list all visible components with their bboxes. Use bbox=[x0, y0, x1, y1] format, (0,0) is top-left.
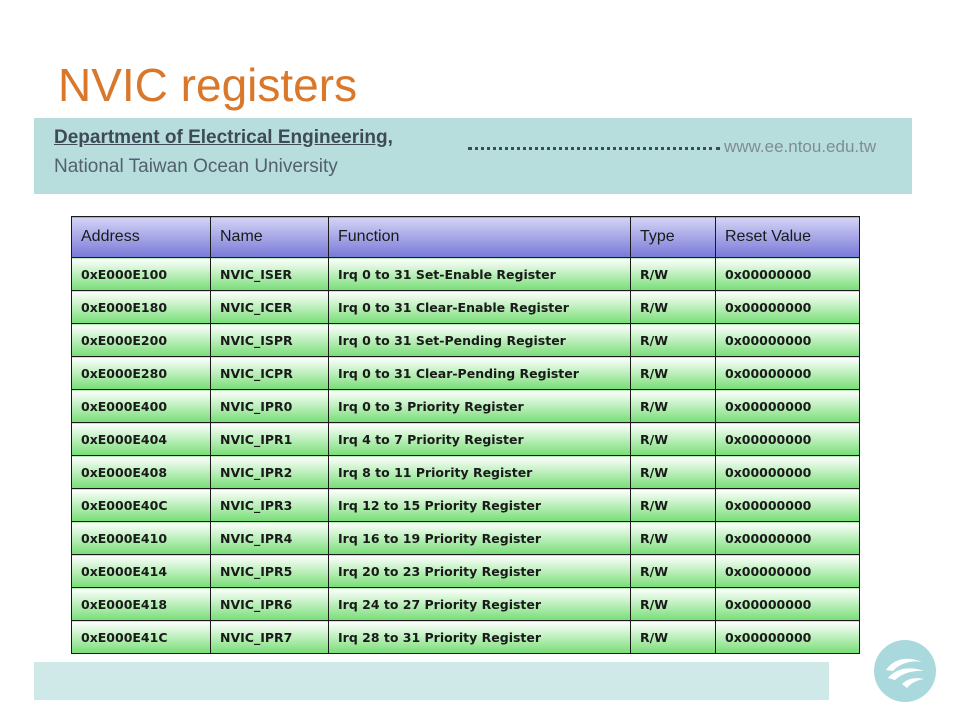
column-header-name: Name bbox=[211, 217, 329, 258]
cell-reset-value: 0x00000000 bbox=[716, 588, 860, 621]
table-row bbox=[72, 423, 860, 456]
cell-reset-value: 0x00000000 bbox=[716, 291, 860, 324]
cell-function: Irq 0 to 31 Set-Enable Register bbox=[329, 258, 631, 291]
cell-name: NVIC_ISPR bbox=[211, 324, 329, 357]
university-name: National Taiwan Ocean University bbox=[54, 156, 338, 177]
cell-name: NVIC_IPR5 bbox=[211, 555, 329, 588]
cell-address: 0xE000E40C bbox=[72, 489, 211, 522]
cell-address: 0xE000E280 bbox=[72, 357, 211, 390]
cell-function: Irq 8 to 11 Priority Register bbox=[329, 456, 631, 489]
cell-address: 0xE000E404 bbox=[72, 423, 211, 456]
department-name: Department of Electrical Engineering, bbox=[54, 127, 393, 148]
cell-name: NVIC_IPR6 bbox=[211, 588, 329, 621]
dotted-divider bbox=[468, 147, 720, 150]
cell-address: 0xE000E200 bbox=[72, 324, 211, 357]
table-header-row bbox=[72, 217, 860, 258]
footer-band bbox=[34, 662, 829, 700]
cell-address: 0xE000E418 bbox=[72, 588, 211, 621]
cell-type: R/W bbox=[631, 423, 716, 456]
cell-function: Irq 0 to 31 Clear-Enable Register bbox=[329, 291, 631, 324]
cell-function: Irq 20 to 23 Priority Register bbox=[329, 555, 631, 588]
cell-name: NVIC_ICER bbox=[211, 291, 329, 324]
cell-name: NVIC_IPR2 bbox=[211, 456, 329, 489]
cell-type: R/W bbox=[631, 390, 716, 423]
cell-reset-value: 0x00000000 bbox=[716, 324, 860, 357]
table-row bbox=[72, 489, 860, 522]
table-row bbox=[72, 357, 860, 390]
slide-title: NVIC registers bbox=[58, 59, 358, 111]
cell-function: Irq 24 to 27 Priority Register bbox=[329, 588, 631, 621]
cell-address: 0xE000E100 bbox=[72, 258, 211, 291]
table-row bbox=[72, 291, 860, 324]
table-row bbox=[72, 522, 860, 555]
cell-name: NVIC_IPR7 bbox=[211, 621, 329, 654]
cell-reset-value: 0x00000000 bbox=[716, 423, 860, 456]
cell-reset-value: 0x00000000 bbox=[716, 522, 860, 555]
cell-type: R/W bbox=[631, 555, 716, 588]
cell-address: 0xE000E414 bbox=[72, 555, 211, 588]
cell-address: 0xE000E400 bbox=[72, 390, 211, 423]
nvic-register-table bbox=[71, 216, 860, 654]
cell-address: 0xE000E408 bbox=[72, 456, 211, 489]
cell-function: Irq 0 to 31 Clear-Pending Register bbox=[329, 357, 631, 390]
cell-reset-value: 0x00000000 bbox=[716, 621, 860, 654]
cell-function: Irq 28 to 31 Priority Register bbox=[329, 621, 631, 654]
cell-name: NVIC_IPR1 bbox=[211, 423, 329, 456]
cell-reset-value: 0x00000000 bbox=[716, 489, 860, 522]
cell-type: R/W bbox=[631, 324, 716, 357]
cell-name: NVIC_IPR4 bbox=[211, 522, 329, 555]
cell-address: 0xE000E41C bbox=[72, 621, 211, 654]
column-header-function: Function bbox=[329, 217, 631, 258]
cell-reset-value: 0x00000000 bbox=[716, 357, 860, 390]
table-row bbox=[72, 555, 860, 588]
table-row bbox=[72, 456, 860, 489]
cell-type: R/W bbox=[631, 588, 716, 621]
cell-type: R/W bbox=[631, 258, 716, 291]
university-logo-icon bbox=[874, 640, 936, 702]
table-row bbox=[72, 588, 860, 621]
table-body bbox=[72, 258, 860, 654]
cell-name: NVIC_IPR3 bbox=[211, 489, 329, 522]
cell-function: Irq 16 to 19 Priority Register bbox=[329, 522, 631, 555]
column-header-type: Type bbox=[631, 217, 716, 258]
cell-type: R/W bbox=[631, 621, 716, 654]
column-header-address: Address bbox=[72, 217, 211, 258]
cell-reset-value: 0x00000000 bbox=[716, 456, 860, 489]
cell-address: 0xE000E410 bbox=[72, 522, 211, 555]
cell-reset-value: 0x00000000 bbox=[716, 258, 860, 291]
cell-name: NVIC_IPR0 bbox=[211, 390, 329, 423]
table-row bbox=[72, 390, 860, 423]
table-row bbox=[72, 324, 860, 357]
cell-name: NVIC_ISER bbox=[211, 258, 329, 291]
cell-function: Irq 0 to 3 Priority Register bbox=[329, 390, 631, 423]
table-row bbox=[72, 258, 860, 291]
cell-reset-value: 0x00000000 bbox=[716, 555, 860, 588]
cell-type: R/W bbox=[631, 291, 716, 324]
column-header-reset-value: Reset Value bbox=[716, 217, 860, 258]
cell-type: R/W bbox=[631, 489, 716, 522]
cell-type: R/W bbox=[631, 456, 716, 489]
cell-type: R/W bbox=[631, 522, 716, 555]
cell-function: Irq 0 to 31 Set-Pending Register bbox=[329, 324, 631, 357]
cell-reset-value: 0x00000000 bbox=[716, 390, 860, 423]
cell-name: NVIC_ICPR bbox=[211, 357, 329, 390]
cell-function: Irq 12 to 15 Priority Register bbox=[329, 489, 631, 522]
cell-address: 0xE000E180 bbox=[72, 291, 211, 324]
table-row bbox=[72, 621, 860, 654]
cell-type: R/W bbox=[631, 357, 716, 390]
cell-function: Irq 4 to 7 Priority Register bbox=[329, 423, 631, 456]
website-url: www.ee.ntou.edu.tw bbox=[724, 137, 877, 156]
